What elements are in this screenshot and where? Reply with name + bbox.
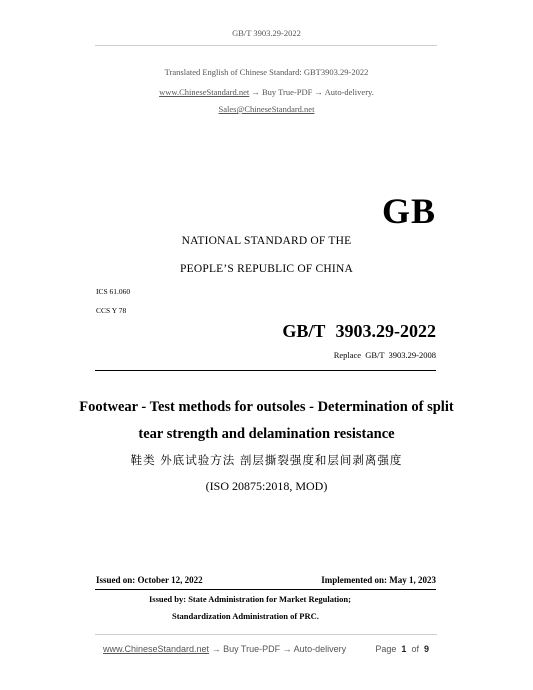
replace-note: Replace GB/T 3903.29-2008	[333, 350, 436, 360]
ccs-code: CCS Y 78	[96, 306, 127, 315]
title-line2: tear strength and delamination resistance	[138, 426, 395, 442]
issued-on-date: Issued on: October 12, 2022	[96, 575, 203, 585]
title-chinese: 鞋类 外底试验方法 剖层撕裂强度和层间剥离强度	[130, 453, 403, 467]
implemented-on-date: Implemented on: May 1, 2023	[321, 575, 436, 585]
page-total: 9	[423, 644, 429, 654]
page-current: 1	[401, 644, 407, 654]
ics-code: ICS 61.060	[96, 287, 131, 296]
title-line1: Footwear - Test methods for outsoles - Determination of split	[79, 399, 454, 415]
sales-email-link[interactable]: Sales@ChineseStandard.net	[218, 104, 315, 114]
iso-reference: (ISO 20875:2018, MOD)	[205, 479, 328, 493]
page-indicator	[375, 644, 429, 654]
promo-text: → Buy True-PDF → Auto-delivery.	[249, 87, 374, 97]
issued-by-line2: Standardization Administration of PRC.	[172, 611, 319, 621]
issued-by-line1: Issued by: State Administration for Market Regulation;	[149, 594, 351, 604]
page-label: Page	[375, 644, 397, 654]
header-divider	[95, 45, 437, 46]
national-standard-line2: PEOPLE’S REPUBLIC OF CHINA	[180, 263, 353, 275]
issue-divider	[95, 589, 436, 590]
promo-line	[0, 87, 533, 97]
national-standard-line1: NATIONAL STANDARD OF THE	[181, 235, 352, 247]
gb-logo: GB	[381, 191, 436, 231]
footer-site-link[interactable]: www.ChineseStandard.net	[103, 644, 210, 654]
sales-line	[0, 104, 533, 114]
site-link[interactable]: www.ChineseStandard.net	[159, 87, 250, 97]
footer-promo-text: → Buy True-PDF → Auto-delivery	[209, 644, 347, 654]
translation-notice: Translated English of Chinese Standard: GBT3903.29-2022	[164, 67, 369, 77]
footer-promo	[103, 644, 346, 654]
header-doc-id: GB/T 3903.29-2022	[232, 28, 301, 38]
standard-number: GB/T 3903.29-2022	[282, 321, 436, 341]
title-divider	[95, 370, 436, 371]
footer-divider	[95, 634, 437, 635]
page-of: of	[411, 644, 419, 654]
